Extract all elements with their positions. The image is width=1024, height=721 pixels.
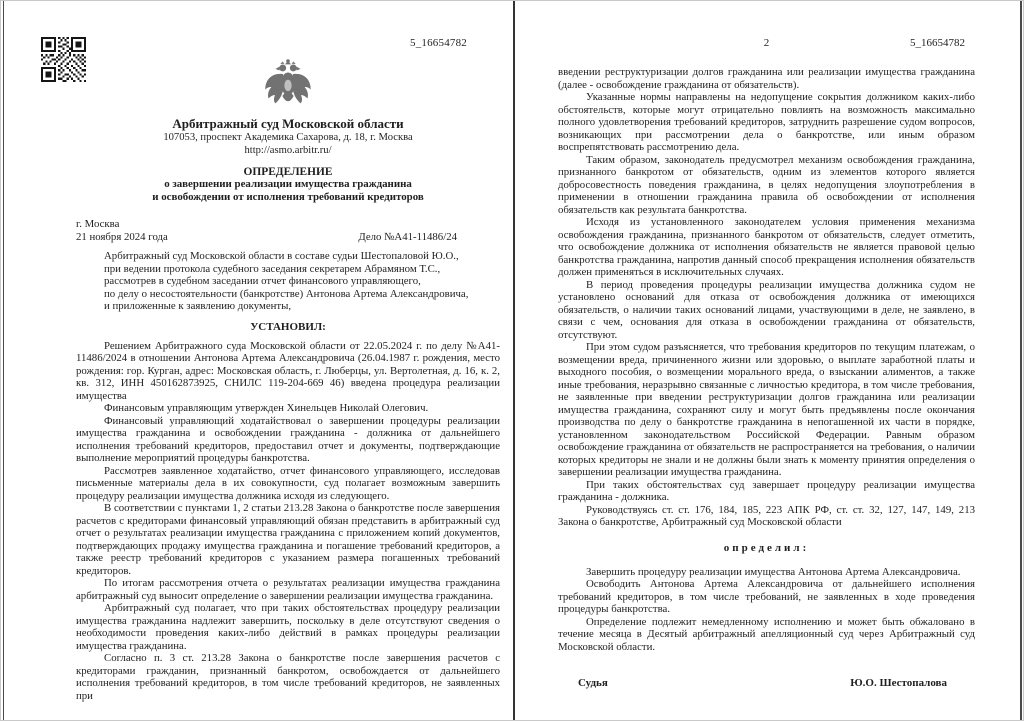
document-subtitle-line2: и освобождении от исполнения требований кредиторов: [152, 190, 424, 203]
intro-line: рассмотрев в судебном заседании отчет финансового управляющего,: [104, 275, 421, 287]
court-name: Арбитражный суд Московской области: [172, 116, 404, 131]
paragraph: введении реструктуризации долгов гражданина или реализации имущества гражданина (далее - освобождение гражданина от обязательств).: [558, 66, 975, 91]
ruling-paragraph: Определение подлежит немедленному исполнению и может быть обжаловано в течение месяца в Десятый арбитражный апелляционный суд через Арбитражный суд Московской области.: [558, 615, 975, 653]
doc-number: 5_16654782: [910, 37, 965, 49]
city: г. Москва: [76, 218, 120, 230]
intro-line: по делу о несостоятельности (банкротстве) Антонова Артема Александровича,: [104, 287, 469, 300]
intro-line: Арбитражный суд Московской области в составе судьи Шестопаловой Ю.О.,: [104, 250, 459, 262]
paragraph: Финансовый управляющий ходатайствовал о завершении процедуры реализации имущества гражданина и освобождении гражданина - должника от дальнейшего исполнения требований кредиторов, предоставил отчет и документы, подтверждающие выполнение мероприятий процедуры банкротства.: [76, 414, 500, 464]
paragraph: Согласно п. 3 ст. 213.28 Закона о банкротстве после завершения расчетов с кредиторами гражданин, признанный банкротом, освобождается от дальнейшего исполнения требований кредиторов, в том числе требований кредиторов, не заявленных при: [76, 652, 500, 702]
document-page-1: [4, 1, 513, 720]
document-title: ОПРЕДЕЛЕНИЕ: [243, 166, 333, 179]
paragraph: Решением Арбитражного суда Московской области от 22.05.2024 г. по делу №А41-11486/2024 в отношении Антонова Артема Александровича (26.04.1987 г. рождения, место рождения: гор. Курган, адрес: Московская область, г. Люберцы, ул. Вертолетная, д. 16, к. 2, кв. 312, ИНН 450162873925, СНИЛС 119-204-669 46) введена процедура реализации имущества: [76, 339, 500, 402]
paragraph: Финансовым управляющим утвержден Хинельцев Николай Олегович.: [104, 402, 429, 414]
paragraph: Арбитражный суд полагает, что при таких обстоятельствах процедуру реализации имущества гражданина надлежит завершить, поскольку в деле отсутствуют сведения о необходимости проведения каких-либо действий в рамках процедуры реализации имущества гражданина.: [76, 602, 500, 652]
intro-line: и приложенные к заявлению документы,: [104, 300, 292, 312]
paragraph: В соответствии с пунктами 1, 2 статьи 213.28 Закона о банкротстве после завершения расчетов с кредиторами финансовый управляющий обязан представить в арбитражный суд отчет о результатах реализации имущества гражданина с приложением копий документов, подтверждающих продажу имущества гражданина и погашение требований кредиторов, а также реестр требований кредиторов с указанием размера погашенных требований кредиторов.: [76, 502, 500, 577]
paragraph: Рассмотрев заявленное ходатайство, отчет финансового управляющего, исследовав письменные материалы дела в их совокупности, суд полагает возможным завершить процедуру реализации имущества должника исходя из следующего.: [76, 464, 500, 502]
paragraph: Исходя из установленного законодателем условия применения механизма освобождения гражданина, признанного банкротом от обязательств, следует отметить, что освобождение должника от исполнения обязательств не является правовой целью банкротства гражданина, напротив данный способ прекращения исполнения обязательств должен применяться в исключительных случаях.: [558, 216, 975, 278]
judge-label: Судья: [578, 677, 608, 689]
court-url: http://asmo.arbitr.ru/: [244, 144, 332, 156]
case-number: Дело №А41-11486/24: [358, 230, 457, 243]
page-edge-right: [1020, 1, 1022, 720]
paragraph: В период проведения процедуры реализации имущества должника судом не установлено оснований для отказа от освобождения должника от имеющихся обязательств, о наличии таких оснований лицами, участвующими в деле, не заявлено, в связи с чем, основания для отказа в освобождении гражданина от обязательств, отсутствуют.: [558, 278, 975, 341]
coat-of-arms-icon: [76, 55, 500, 111]
page-header: [558, 37, 975, 51]
established-heading: УСТАНОВИЛ:: [250, 320, 326, 333]
paragraph: Таким образом, законодатель предусмотрел механизм освобождения гражданина, признанного банкротом от обязательств, одним из элементов которого является добросовестность поведения гражданина, в целях недопущения злоупотребления в применении в отношении гражданина правила об освобождении от исполнения обязательств как результата банкротства.: [558, 153, 975, 216]
paragraph: При таких обстоятельствах суд завершает процедуру реализации имущества гражданина - должника.: [558, 478, 975, 503]
page-number: 2: [763, 37, 770, 49]
ruling-paragraph: Завершить процедуру реализации имущества Антонова Артема Александровича.: [586, 565, 961, 578]
intro-line: при ведении протокола судебного заседания секретарем Абрамяном Т.С.,: [104, 262, 441, 275]
paragraph: Руководствуясь ст. ст. 176, 184, 185, 223 АПК РФ, ст. ст. 32, 127, 147, 149, 213 Закона о банкротстве, Арбитражный суд Московской области: [558, 503, 975, 528]
document-subtitle-line1: о завершении реализации имущества гражданина: [164, 178, 412, 191]
document-page-2: [516, 1, 1020, 720]
court-composition: [76, 250, 500, 313]
paragraph: Указанные нормы направлены на недопущение сокрытия должником каких-либо обстоятельств, которые могут отрицательно повлиять на возможность максимально полного удовлетворения требований кредиторов, затруднить разрешение судом вопросов, возникающих при рассмотрении дела о банкротстве, или иным образом воспрепятствовать рассмотрению дела.: [558, 91, 975, 153]
paragraph: При этом судом разъясняется, что требования кредиторов по текущим платежам, о возмещении вреда, причиненного жизни или здоровью, о выплате заработной платы и выходного пособия, о возмещении морального вреда, о взыскании алиментов, а также иные требования, неразрывно связанные с личностью кредитора, в том числе требования, не заявленные при введении реструктуризации долгов гражданина или реализации имущества гражданина, сохраняют силу и могут быть предъявлены после окончания производства по делу о банкротстве гражданина в непогашенной их части в порядке, установленном законодательством Российской Федерации. Равным образом освобождение гражданина от обязательств не распространяется на требования, о наличии которых кредиторы не знали и не должны были знать к моменту принятия определения о завершении реализации имущества гражданина.: [558, 341, 975, 478]
doc-number: 5_16654782: [410, 37, 467, 49]
judge-name: Ю.О. Шестопалова: [850, 677, 947, 689]
date-case-row: [76, 231, 500, 244]
date: 21 ноября 2024 года: [76, 230, 168, 243]
ruled-heading: определил:: [723, 541, 810, 554]
signature-row: [558, 677, 975, 689]
paragraph: По итогам рассмотрения отчета о результатах реализации имущества гражданина арбитражный суд выносит определение о завершении реализации имущества гражданина.: [76, 577, 500, 602]
ruling-paragraph: Освободить Антонова Артема Александровича от дальнейшего исполнения требований кредиторов, в том числе требований, не заявленных в ходе проведения процедуры банкротства.: [558, 578, 975, 615]
court-address: 107053, проспект Академика Сахарова, д. 18, г. Москва: [163, 132, 413, 143]
page-divider: [513, 1, 515, 720]
